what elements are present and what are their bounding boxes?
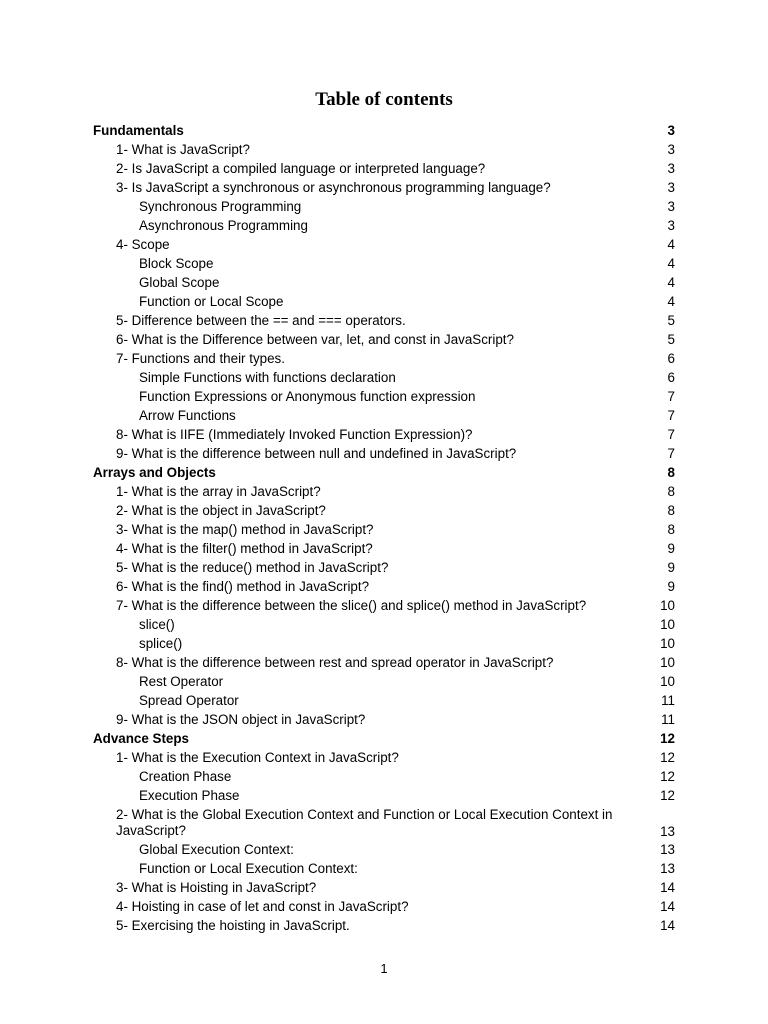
toc-subitem[interactable] [93, 786, 675, 805]
toc-subitem[interactable] [93, 859, 675, 878]
toc-entry-page: 12 [660, 731, 675, 746]
toc-entry-text: 9- What is the difference between null and undefined in JavaScript? [116, 446, 517, 461]
toc-entry-text: 2- Is JavaScript a compiled language or interpreted language? [116, 161, 486, 176]
toc-subitem[interactable] [93, 406, 675, 425]
toc-entry-text: 1- What is the array in JavaScript? [116, 484, 321, 499]
toc-item[interactable] [93, 710, 675, 729]
toc-entry-page: 13 [660, 861, 675, 876]
toc-entry-text: 4- Hoisting in case of let and const in JavaScript? [116, 899, 409, 914]
toc-entry-text: 8- What is the difference between rest and spread operator in JavaScript? [116, 655, 554, 670]
toc-entry-page: 12 [660, 750, 675, 765]
toc-entry-page: 7 [667, 389, 675, 404]
toc-entry-text: slice() [139, 617, 175, 632]
toc-entry-page: 7 [667, 408, 675, 423]
toc-entry-text: 4- What is the filter() method in JavaScript? [116, 541, 373, 556]
toc-entry-page: 8 [667, 465, 675, 480]
toc-entry-text: 5- What is the reduce() method in JavaScript? [116, 560, 389, 575]
toc-entry-text: Execution Phase [139, 788, 240, 803]
toc-entry-page: 3 [667, 161, 675, 176]
toc-item[interactable] [93, 140, 675, 159]
toc-entry-text: splice() [139, 636, 183, 651]
toc-entry-page: 5 [667, 313, 675, 328]
toc-entry-text: Advance Steps [93, 731, 190, 746]
toc-entry-page: 7 [667, 446, 675, 461]
toc-subitem[interactable] [93, 672, 675, 691]
toc-entry-page: 3 [667, 180, 675, 195]
toc-entry-page: 4 [667, 294, 675, 309]
toc-item[interactable] [93, 444, 675, 463]
toc-entry-page: 13 [660, 842, 675, 857]
toc-entry-text: Fundamentals [93, 123, 184, 138]
page-number: 1 [380, 961, 388, 976]
toc-entry-text: 8- What is IIFE (Immediately Invoked Function Expression)? [116, 427, 473, 442]
toc-entry-page: 14 [660, 880, 675, 895]
toc-entry-text: 6- What is the find() method in JavaScript? [116, 579, 370, 594]
toc-subitem[interactable] [93, 254, 675, 273]
toc-entry-page: 6 [667, 370, 675, 385]
toc-entry-text: 3- What is the map() method in JavaScript? [116, 522, 374, 537]
toc-entry-text: 1- What is JavaScript? [116, 142, 250, 157]
toc-entry-text: Global Execution Context: [139, 842, 294, 857]
toc-entry-page: 11 [661, 712, 675, 727]
toc-entry-page: 3 [667, 123, 675, 138]
toc-entry-page: 4 [667, 256, 675, 271]
toc-entry-text: Global Scope [139, 275, 220, 290]
toc-item[interactable] [93, 425, 675, 444]
toc-entry-text: Function or Local Scope [139, 294, 284, 309]
toc-item[interactable] [93, 330, 675, 349]
toc-section[interactable] [93, 463, 675, 482]
toc-entry-page: 3 [667, 142, 675, 157]
toc-item[interactable] [93, 159, 675, 178]
toc-entry-text: Simple Functions with functions declaration [139, 370, 396, 385]
toc-entry-page: 3 [667, 218, 675, 233]
toc-entry-page: 8 [667, 503, 675, 518]
toc-entry-page: 10 [660, 655, 675, 670]
toc-entry-text: Asynchronous Programming [139, 218, 308, 233]
toc-entry-text: 6- What is the Difference between var, let, and const in JavaScript? [116, 332, 514, 347]
toc-entry-text: Arrays and Objects [93, 465, 216, 480]
toc-entry-text: Block Scope [139, 256, 214, 271]
toc-item[interactable] [93, 311, 675, 330]
toc-item[interactable] [93, 596, 675, 615]
toc-entry-page: 10 [660, 636, 675, 651]
toc-item[interactable] [93, 349, 675, 368]
toc-section[interactable] [93, 121, 675, 140]
toc-subitem[interactable] [93, 387, 675, 406]
toc-item[interactable] [93, 916, 675, 935]
toc-entry-page: 7 [667, 427, 675, 442]
toc-item[interactable] [93, 501, 675, 520]
toc-item[interactable] [93, 482, 675, 501]
toc-entry-text: 2- What is the object in JavaScript? [116, 503, 326, 518]
toc-entry-text: Spread Operator [139, 693, 239, 708]
toc-item[interactable] [93, 805, 675, 840]
toc-entry-text: 5- Exercising the hoisting in JavaScript. [116, 918, 350, 933]
toc-section[interactable] [93, 729, 675, 748]
toc-entry-text: Function or Local Execution Context: [139, 861, 358, 876]
toc-entry-page: 9 [667, 541, 675, 556]
toc-entry-text: 4- Scope [116, 237, 170, 252]
toc-item[interactable] [93, 178, 675, 197]
toc-subitem[interactable] [93, 691, 675, 710]
toc-entry-text: 9- What is the JSON object in JavaScript? [116, 712, 366, 727]
toc-subitem[interactable] [93, 767, 675, 786]
toc-item[interactable] [93, 653, 675, 672]
toc-item[interactable] [93, 878, 675, 897]
toc-entry-text: 7- What is the difference between the slice() and splice() method in JavaScript? [116, 598, 587, 613]
toc-subitem[interactable] [93, 634, 675, 653]
toc-entry-page: 5 [667, 332, 675, 347]
toc-item[interactable] [93, 520, 675, 539]
toc-entry-text: 5- Difference between the == and === operators. [116, 313, 406, 328]
toc-item[interactable] [93, 748, 675, 767]
toc-entry-text: 2- What is the Global Execution Context and Function or Local Execution Context in JavaScript? [116, 807, 613, 838]
toc-entry-page: 10 [660, 617, 675, 632]
toc-entry-text: Creation Phase [139, 769, 232, 784]
toc-entry-text: Rest Operator [139, 674, 224, 689]
toc-subitem[interactable] [93, 840, 675, 859]
toc-entry-page: 4 [667, 275, 675, 290]
toc-entry-text: Arrow Functions [139, 408, 236, 423]
toc-entry-page: 4 [667, 237, 675, 252]
toc-entry-page: 10 [660, 674, 675, 689]
toc-subitem[interactable] [93, 615, 675, 634]
toc-entry-page: 9 [667, 579, 675, 594]
toc-entry-page: 14 [660, 918, 675, 933]
toc-entry-page: 13 [660, 824, 675, 839]
toc-entry-text: 7- Functions and their types. [116, 351, 285, 366]
toc-entry-page: 12 [660, 788, 675, 803]
toc-subitem[interactable] [93, 368, 675, 387]
toc-subitem[interactable] [93, 216, 675, 235]
toc-item[interactable] [93, 897, 675, 916]
toc-item[interactable] [93, 577, 675, 596]
toc-entry-page: 6 [667, 351, 675, 366]
table-of-contents [93, 121, 675, 935]
toc-subitem[interactable] [93, 273, 675, 292]
toc-entry-text: 3- What is Hoisting in JavaScript? [116, 880, 317, 895]
toc-item[interactable] [93, 235, 675, 254]
toc-subitem[interactable] [93, 292, 675, 311]
toc-entry-page: 8 [667, 522, 675, 537]
toc-item[interactable] [93, 558, 675, 577]
page-title: Table of contents [315, 89, 453, 110]
toc-item[interactable] [93, 539, 675, 558]
toc-entry-text: Synchronous Programming [139, 199, 302, 214]
toc-entry-text: 3- Is JavaScript a synchronous or asynchronous programming language? [116, 180, 551, 195]
toc-entry-page: 3 [667, 199, 675, 214]
toc-entry-text: 1- What is the Execution Context in JavaScript? [116, 750, 399, 765]
toc-entry-text: Function Expressions or Anonymous function expression [139, 389, 476, 404]
toc-entry-page: 11 [661, 693, 675, 708]
toc-entry-page: 10 [660, 598, 675, 613]
toc-subitem[interactable] [93, 197, 675, 216]
toc-entry-page: 14 [660, 899, 675, 914]
toc-entry-page: 8 [667, 484, 675, 499]
toc-entry-page: 12 [660, 769, 675, 784]
toc-entry-page: 9 [667, 560, 675, 575]
